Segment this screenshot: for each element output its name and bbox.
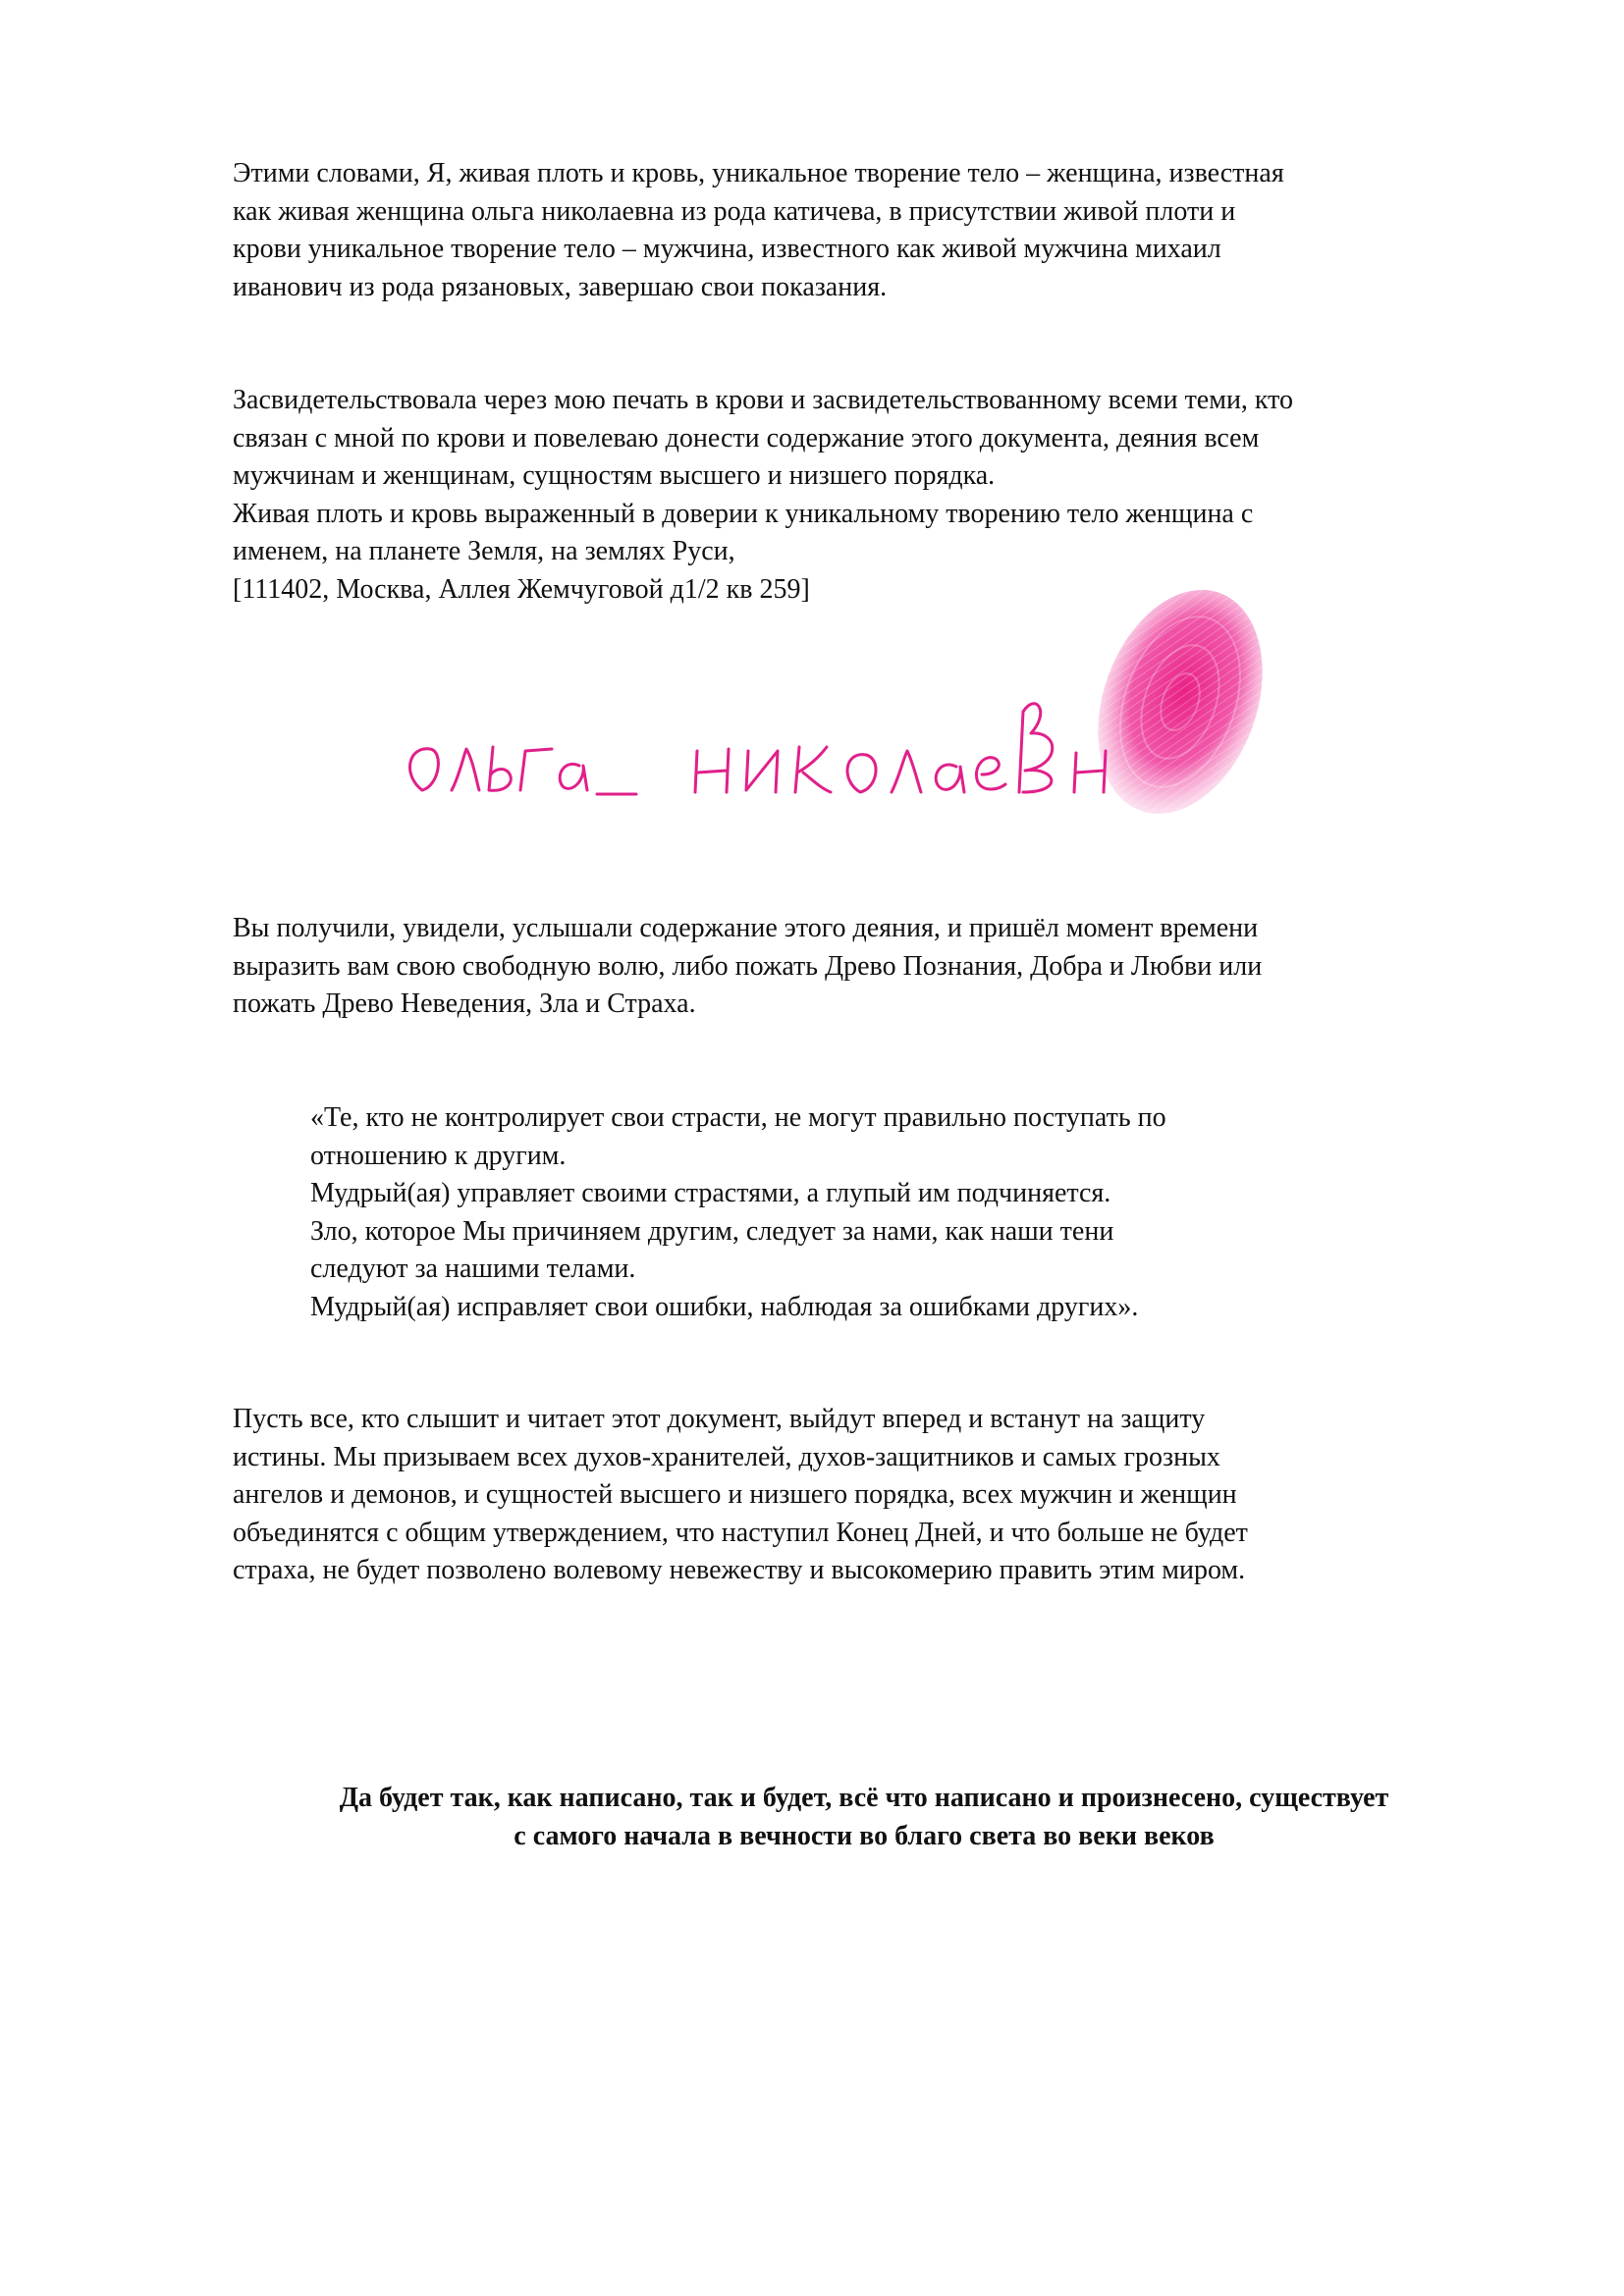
text-line: именем, на планете Земля, на землях Руси, xyxy=(233,536,735,566)
text-line: пожать Древо Неведения, Зла и Страха. xyxy=(233,988,696,1019)
quote-line: Зло, которое Мы причиняем другим, следует за нами, как наши тени xyxy=(310,1215,1114,1247)
paragraph-call-to-truth xyxy=(233,1401,1519,1590)
closing-line: Да будет так, как написано, так и будет, всё что написано и произнесено, существует xyxy=(339,1783,1389,1813)
text-line: Этими словами, Я, живая плоть и кровь, уникальное творение тело – женщина, известная xyxy=(233,158,1284,188)
text-line: Засвидетельствовала через мою печать в крови и засвидетельствованному всеми теми, кто xyxy=(233,385,1294,415)
quote-line: следуют за нашими телами. xyxy=(310,1254,636,1284)
fingerprint-icon xyxy=(1068,566,1286,836)
text-line: ангелов и демонов, и сущностей высшего и низшего порядка, всех мужчин и женщин xyxy=(233,1479,1237,1510)
text-line: связан с мной по крови и повелеваю донести содержание этого документа, деяния всем xyxy=(233,422,1260,454)
text-line: Вы получили, увидели, услышали содержание этого деяния, и пришёл момент времени xyxy=(233,913,1259,943)
text-line: Живая плоть и кровь выраженный в доверии к уникальному творению тело женщина с xyxy=(233,498,1254,529)
paragraph-testimony-closing xyxy=(233,155,1519,306)
handwritten-signature xyxy=(410,704,1106,794)
quote-block xyxy=(310,1099,1489,1326)
paragraph-free-will xyxy=(233,910,1519,1024)
address-line: [111402, Москва, Аллея Жемчуговой д1/2 кв 259] xyxy=(233,573,810,605)
closing-line: с самого начала в вечности во благо света во веки веков xyxy=(514,1821,1215,1851)
text-line: иванович из рода рязановых, завершаю свои показания. xyxy=(233,271,888,302)
signature-with-fingerprint xyxy=(383,564,1286,859)
quote-line: «Те, кто не контролирует свои страсти, не могут правильно поступать по xyxy=(310,1102,1166,1133)
text-line: мужчинам и женщинам, сущностям высшего и низшего порядка. xyxy=(233,460,996,491)
quote-line: отношению к другим. xyxy=(310,1140,567,1171)
quote-line: Мудрый(ая) исправляет свои ошибки, наблюдая за ошибками других». xyxy=(310,1291,1139,1322)
quote-line: Мудрый(ая) управляет своими страстями, а глупый им подчиняется. xyxy=(310,1178,1111,1208)
text-line: Пусть все, кто слышит и читает этот документ, выйдут вперед и встанут на защиту xyxy=(233,1404,1206,1434)
text-line: объединятся с общим утверждением, что наступил Конец Дней, и что больше не будет xyxy=(233,1517,1248,1548)
text-line: страха, не будет позволено волевому невежеству и высокомерию править этим миром. xyxy=(233,1555,1246,1585)
text-line: как живая женщина ольга николаевна из рода катичева, в присутствии живой плоти и xyxy=(233,195,1236,227)
text-line: крови уникальное творение тело – мужчина, известного как живой мужчина михаил xyxy=(233,234,1221,264)
closing-statement xyxy=(196,1779,1532,1855)
text-line: выразить вам свою свободную волю, либо пожать Древо Познания, Добра и Любви или xyxy=(233,950,1263,982)
text-line: истины. Мы призываем всех духов-хранителей, духов-защитников и самых грозных xyxy=(233,1441,1220,1472)
